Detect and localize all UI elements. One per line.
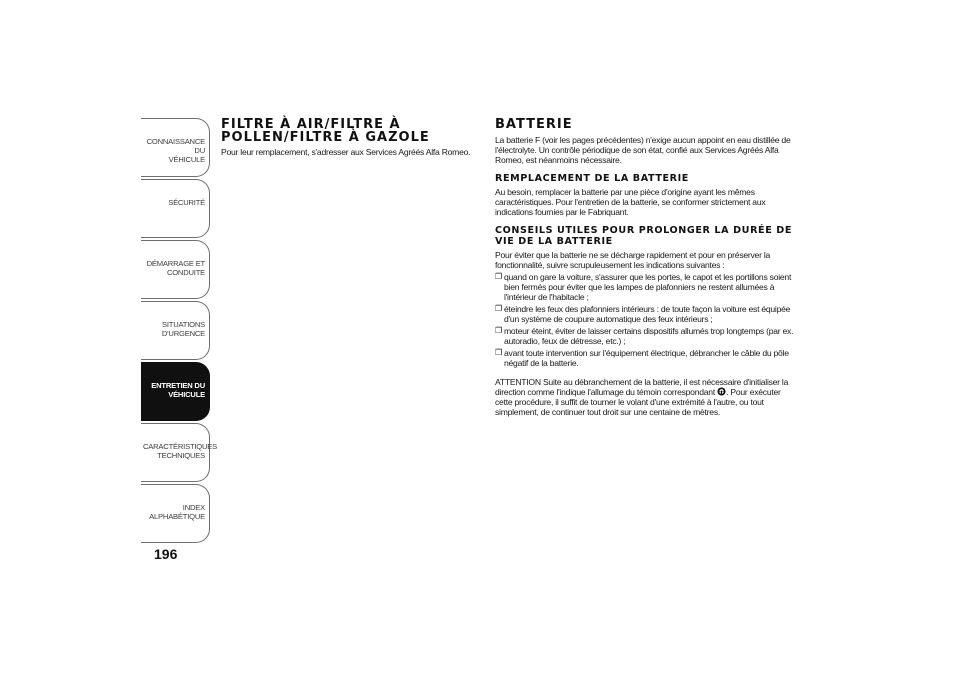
list-item: ❒ moteur éteint, éviter de laisser certains dispositifs allumés trop longtemps (par ex. autoradio, feux de détresse, etc.) ; <box>495 326 794 346</box>
tab-entretien-du-vehicule[interactable] <box>141 362 210 421</box>
steering-wheel-warning-icon <box>717 387 726 396</box>
list-item: ❒ éteindre les feux des plafonniers intérieurs : de toute façon la voiture est équipée d'un système de coupure automatique des feux intérieurs ; <box>495 304 791 324</box>
attention-note: ATTENTION Suite au débranchement de la batterie, il est nécessaire d'initialiser la direction comme l'indique l'allumage du témoin correspondant . Pour exécuter cette procédure, il suffit de tourner le volant d'une extrémité à l'autre, ou tout simplement, de continuer tout droit sur une centaine de mètres. <box>495 377 789 417</box>
tab-label: SÉCURITÉ <box>168 198 205 207</box>
replacement-text: Au besoin, remplacer la batterie par une pièce d'origine ayant les mêmes caractéristiques. Pour l'entretien de la batterie, se conformer strictement aux indications fournies par le Fabriquant. <box>495 187 766 217</box>
checkbox-bullet-icon: ❒ <box>495 304 502 313</box>
tab-label: CONNAISSANCE DU VÉHICULE <box>146 137 205 164</box>
right-column <box>495 119 795 417</box>
checkbox-bullet-icon: ❒ <box>495 348 502 357</box>
battery-intro: La batterie F (voir les pages précédentes) n'exige aucun appoint en eau distillée de l'électrolyte. Un contrôle périodique de son état, confié aux Services Agréés Alfa Romeo, est néanmoins nécessaire. <box>495 134 791 165</box>
page-number: 196 <box>154 546 178 562</box>
tab-index-alphabetique[interactable] <box>141 484 210 543</box>
tab-label: ENTRETIEN DU VÉHICULE <box>151 381 205 399</box>
list-item: ❒ avant toute intervention sur l'équipement électrique, débrancher le câble du pôle négatif de la batterie. <box>495 348 789 368</box>
tab-label: INDEX ALPHABÉTIQUE <box>149 503 205 521</box>
tab-label: DÉMARRAGE ET CONDUITE <box>146 259 205 277</box>
subheading-tips: CONSEILS UTILES POUR PROLONGER LA DURÉE DE VIE DE LA BATTERIE <box>495 225 793 247</box>
tab-securite[interactable] <box>141 179 210 238</box>
subheading-replacement: REMPLACEMENT DE LA BATTERIE <box>495 172 689 184</box>
checkbox-bullet-icon: ❒ <box>495 272 502 281</box>
filters-text: Pour leur remplacement, s'adresser aux Services Agréés Alfa Romeo. <box>221 147 471 157</box>
list-item: ❒ quand on gare la voiture, s'assurer que les portes, le capot et les portillons soient bien fermés pour éviter que les lampes de plafonniers ne restent allumées à l'intérieur de l'habitacle ; <box>495 272 792 302</box>
tab-demarrage-et-conduite[interactable] <box>141 240 210 299</box>
left-column <box>221 119 496 157</box>
chapter-tabs <box>141 118 218 545</box>
tab-label: CARACTÉRISTIQUES TECHNIQUES <box>143 442 218 460</box>
checkbox-bullet-icon: ❒ <box>495 326 502 335</box>
tab-connaissance-du-vehicule[interactable] <box>141 118 210 177</box>
tips-intro: Pour éviter que la batterie ne se décharge rapidement et pour en préserver la fonctionnalité, suivre scrupuleusement les indications suivantes : <box>495 250 771 270</box>
tab-label: SITUATIONS D'URGENCE <box>161 320 205 338</box>
tab-situations-d-urgence[interactable] <box>141 301 210 360</box>
tab-caracteristiques-techniques[interactable] <box>141 423 218 482</box>
section-heading-filters: FILTRE À AIR/FILTRE À POLLEN/FILTRE À GAZOLE <box>221 117 430 145</box>
section-heading-battery: BATTERIE <box>495 117 573 132</box>
